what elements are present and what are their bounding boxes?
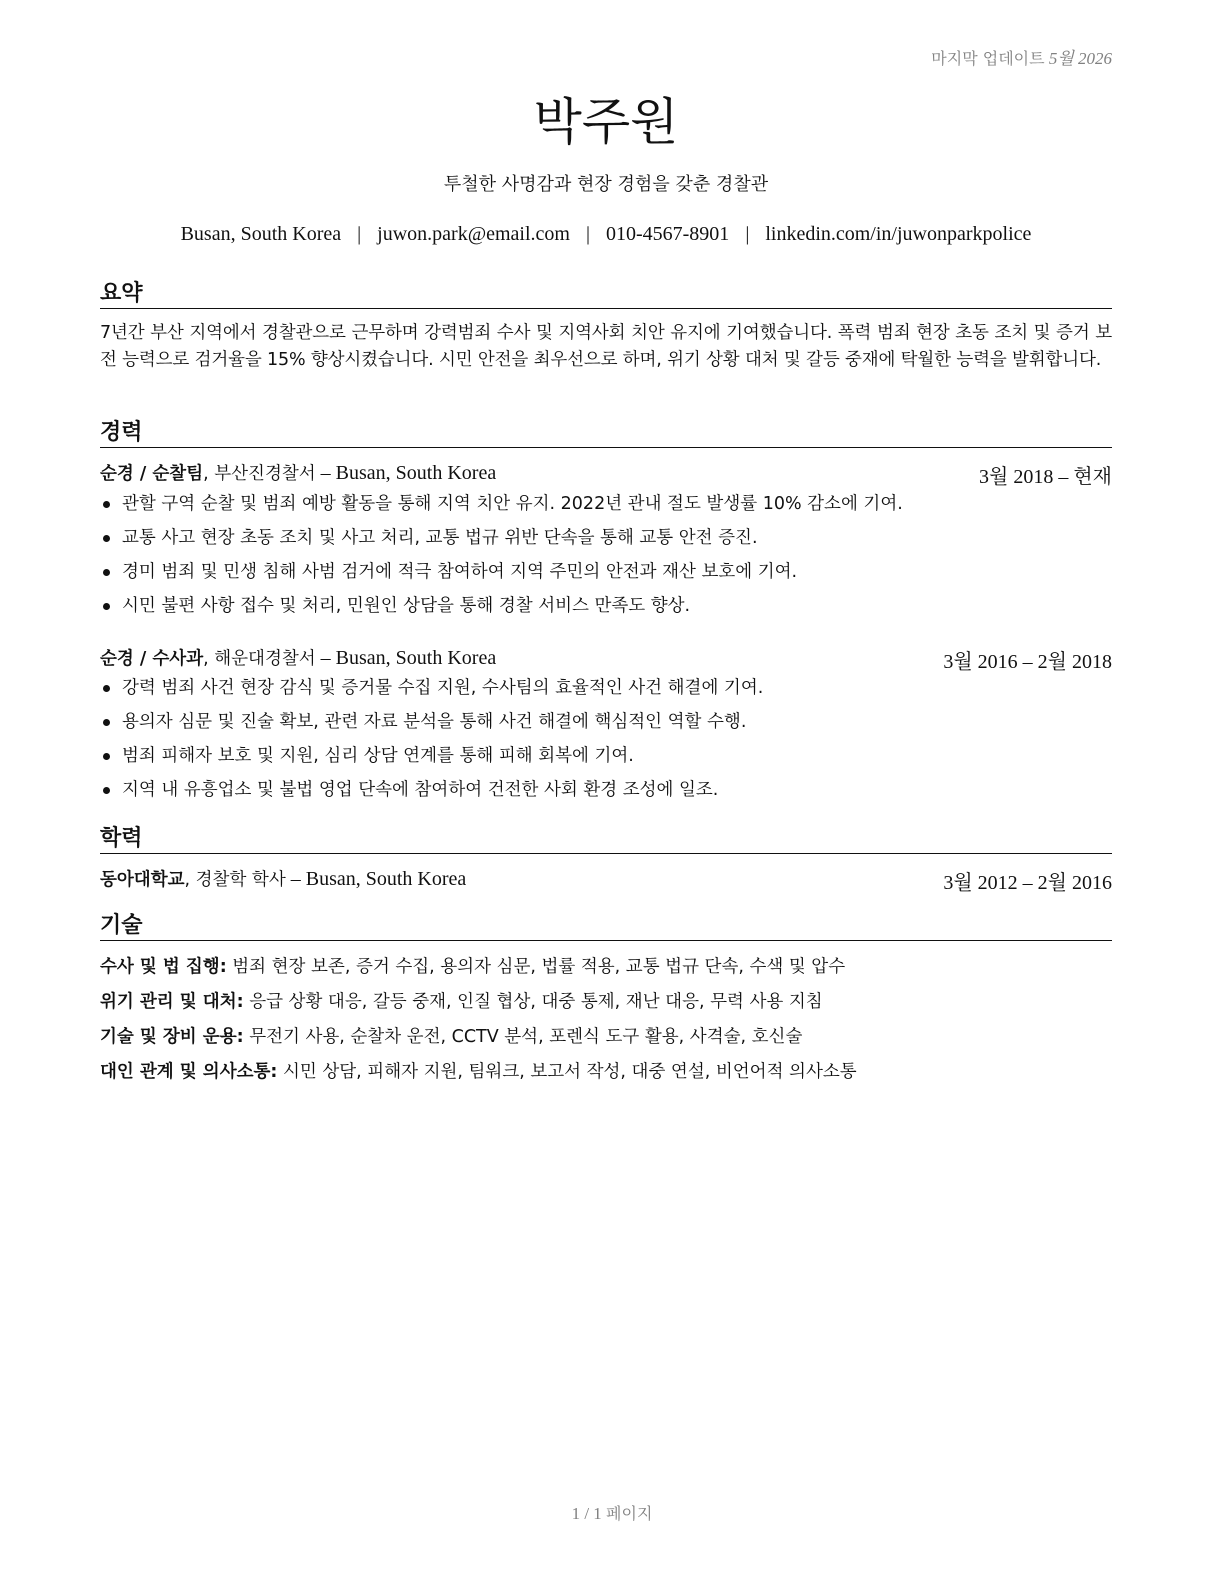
skill-row <box>100 950 1112 985</box>
job-bullet: 시민 불편 사항 접수 및 처리, 민원인 상담을 통해 경찰 서비스 만족도 향상. <box>100 589 1112 623</box>
job-bullet: 경미 범죄 및 민생 침해 사범 검거에 적극 참여하여 지역 주민의 안전과 재산 보호에 기여. <box>100 555 1112 589</box>
section-title-education: 학력 <box>100 821 1112 854</box>
page-number: 1 / 1 <box>571 1504 602 1523</box>
contact-separator: | <box>357 223 362 245</box>
skill-row <box>100 1020 1112 1055</box>
skill-category: 대인 관계 및 의사소통: <box>100 1062 278 1082</box>
skill-row <box>100 985 1112 1020</box>
job-date: 3월 2018 – 현재 <box>979 466 1112 488</box>
education-degree: , 경찰학 학사 <box>184 870 286 890</box>
job-bullet: 관할 구역 순찰 및 범죄 예방 활동을 통해 지역 치안 유지. 2022년 관내 절도 발생률 10% 감소에 기여. <box>100 487 1112 521</box>
contact-separator: | <box>745 223 750 245</box>
job-header <box>100 460 1112 488</box>
education-date: 3월 2012 – 2월 2016 <box>943 872 1112 894</box>
education-location: – Busan, South Korea <box>285 868 467 890</box>
skill-category: 위기 관리 및 대처: <box>100 992 244 1012</box>
contact-separator: | <box>585 223 590 245</box>
tagline: 투철한 사명감과 현장 경험을 갖춘 경찰관 <box>443 174 769 195</box>
job-org: , 해운대경찰서 <box>203 649 316 669</box>
contact-phone: 010-4567-8901 <box>605 223 730 245</box>
skill-row <box>100 1055 1112 1090</box>
job-bullet: 용의자 심문 및 진술 확보, 관련 자료 분석을 통해 사건 해결에 핵심적인 역할 수행. <box>100 705 1112 739</box>
last-updated-label: 마지막 업데이트 <box>931 49 1045 68</box>
skill-category: 기술 및 장비 운용: <box>100 1027 244 1047</box>
page-number-label: 페이지 <box>606 1504 653 1523</box>
job-bullets <box>100 487 1112 623</box>
skill-values: 응급 상황 대응, 갈등 중재, 인질 협상, 대중 통제, 재난 대응, 무력 사용 지침 <box>243 992 823 1012</box>
job-bullet: 교통 사고 현장 초동 조치 및 사고 처리, 교통 법규 위반 단속을 통해 교통 안전 증진. <box>100 521 1112 555</box>
education-school: 동아대학교 <box>100 870 185 890</box>
education-header <box>100 866 1112 894</box>
job-bullets <box>100 671 1112 807</box>
job-bullet: 강력 범죄 사건 현장 감식 및 증거물 수집 지원, 수사팀의 효율적인 사건 해결에 기여. <box>100 671 1112 705</box>
summary-text: 7년간 부산 지역에서 경찰관으로 근무하며 강력범죄 수사 및 지역사회 치안 유지에 기여했습니다. 폭력 범죄 현장 초동 조치 및 증거 보전 능력으로 검거율을 15% 향상시켰습니다. 시민 안전을 최우선으로 하며, 위기 상황 대처 및 갈등 중재에 탁월한 능력을 발휘합니다. <box>100 323 1112 370</box>
job-role: 순경 / 순찰팀 <box>100 464 204 484</box>
job-bullet: 지역 내 유흥업소 및 불법 영업 단속에 참여하여 건전한 사회 환경 조성에 일조. <box>100 773 1112 807</box>
contact-location: Busan, South Korea <box>180 223 342 245</box>
job-location: – Busan, South Korea <box>315 462 497 484</box>
contact-line <box>100 223 1112 246</box>
section-title-experience: 경력 <box>100 415 1112 448</box>
job-role: 순경 / 수사과 <box>100 649 204 669</box>
skill-category: 수사 및 법 집행: <box>100 957 227 977</box>
contact-linkedin[interactable]: linkedin.com/in/juwonparkpolice <box>765 223 1032 245</box>
resume-page <box>100 0 1112 1584</box>
job-org: , 부산진경찰서 <box>203 464 316 484</box>
section-title-summary: 요약 <box>100 276 1112 309</box>
last-updated-date: 5월 2026 <box>1048 49 1112 68</box>
contact-email[interactable]: juwon.park@email.com <box>377 223 570 245</box>
job-bullet: 범죄 피해자 보호 및 지원, 심리 상담 연계를 통해 피해 회복에 기여. <box>100 739 1112 773</box>
section-title-skills: 기술 <box>100 908 1112 941</box>
skill-values: 범죄 현장 보존, 증거 수집, 용의자 심문, 법률 적용, 교통 법규 단속, 수색 및 압수 <box>226 957 846 977</box>
page-footer <box>0 1501 1224 1524</box>
skill-values: 무전기 사용, 순찰차 운전, CCTV 분석, 포렌식 도구 활용, 사격술, 호신술 <box>243 1027 803 1047</box>
job-location: – Busan, South Korea <box>315 647 497 669</box>
skills-list <box>100 950 1112 1090</box>
job-date: 3월 2016 – 2월 2018 <box>943 651 1112 673</box>
last-updated <box>931 44 1112 69</box>
skill-values: 시민 상담, 피해자 지원, 팀워크, 보고서 작성, 대중 연설, 비언어적 의사소통 <box>277 1062 857 1082</box>
job-header <box>100 645 1112 673</box>
candidate-name: 박주원 <box>533 93 679 151</box>
